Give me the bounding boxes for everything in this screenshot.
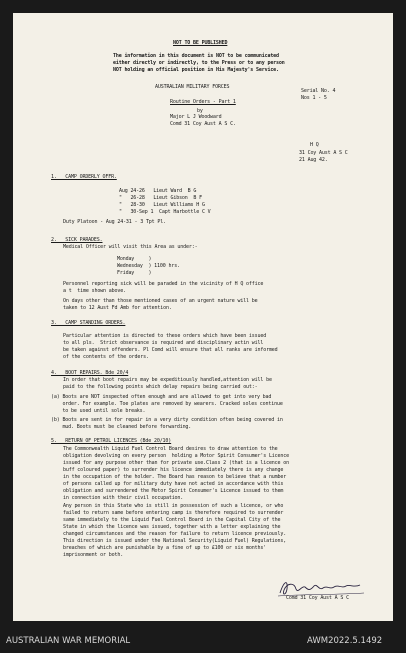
roster-row: " 28-30 Lieut Williams H G bbox=[119, 202, 205, 208]
orders-title: Routine Orders - Part 1 bbox=[170, 99, 236, 105]
section-2-line: On days other than those mentioned cases of an urgent nature will be bbox=[63, 298, 258, 304]
section-3-heading: 3. CAMP STANDING ORDERS. bbox=[51, 320, 126, 326]
section-4-line: (b) Boots are sent in for repair in a very dirty condition often being covered in bbox=[51, 417, 283, 423]
section-2-line: Wednesday ) 1100 hrs. bbox=[117, 263, 180, 269]
section-5-line: issued for any purpose other than for private use.Class 2 (that is a licence on bbox=[63, 460, 289, 466]
section-1-heading: 1. CAMP ORDERLY OFFR. bbox=[51, 174, 117, 180]
roster-row: Aug 24-26 Lieut Ward B G bbox=[119, 188, 197, 194]
section-2-heading: 2. SICK PARADES. bbox=[51, 237, 103, 243]
document-page bbox=[13, 13, 393, 621]
section-4-line: paid to the following points which delay repairs being carried out:- bbox=[63, 384, 258, 390]
warning-line-2: either directly or indirectly, to the Press or to any person bbox=[113, 60, 285, 66]
duty-platoon: Duty Platoon - Aug 24-31 - 3 Tpt Pl. bbox=[63, 219, 166, 225]
section-3-line: Particular attention is directed to these orders which have been issued bbox=[63, 333, 267, 339]
major-name: Major L J Woodward bbox=[170, 114, 222, 120]
section-5-line: The Commonwealth Liquid Fuel Control Board desires to draw attention to the bbox=[63, 446, 278, 452]
serial-number: Serial No. 4 bbox=[301, 88, 336, 94]
roster-row: " 26-28 Lieut Gibson B F bbox=[119, 195, 202, 201]
section-4-line: order. For example. Toe plates are removed by wearers. Cracked soles continue bbox=[51, 401, 283, 407]
section-5-line: obligation and surrendered the Motor Spirit Consumer's Licence issued to them bbox=[63, 488, 284, 494]
section-3-line: to all pls. Strict observance is required and disciplinary actin will bbox=[63, 340, 264, 346]
section-5-line: This direction is issued under the National Security(Liquid Fuel) Regulations, bbox=[63, 538, 287, 544]
section-2-line: Friday ) bbox=[117, 270, 152, 276]
section-5-heading: 5. RETURN OF PETROL LICENCES (Bde 20/10) bbox=[51, 438, 172, 444]
section-4-line: mud. Boots must be cleaned before forwarding. bbox=[51, 424, 192, 430]
footer-right: AWM2022.5.1492 bbox=[307, 636, 383, 646]
archive-footer bbox=[0, 628, 406, 653]
section-3-line: of the contents of the orders. bbox=[63, 354, 149, 360]
section-5-line: changed circumstances and the reason for failure to return licence previously. bbox=[63, 531, 287, 537]
section-5-line: Any person in this State who is still in possession of such a licence, or who bbox=[63, 503, 284, 509]
section-5-line: obligation devolving on every person holding a Motor Spirit Consumer's Licence bbox=[63, 453, 289, 459]
restricted-heading: NOT TO BE PUBLISHED bbox=[173, 40, 228, 46]
section-4-heading: 4. BOOT REPAIRS. Bde 20/4 bbox=[51, 370, 129, 376]
section-5-line: breaches of which are punishable by a fine of up to £100 or six months' bbox=[63, 545, 267, 551]
order-numbers: Nos 1 - 5 bbox=[301, 95, 327, 101]
section-5-line: imprisonment or both. bbox=[63, 552, 124, 558]
footer-left: AUSTRALIAN WAR MEMORIAL bbox=[6, 636, 131, 646]
section-5-line: same immediately to the Liquid Fuel Control Board in the Capital City of the bbox=[63, 517, 281, 523]
section-5-line: in connection with their civil occupation. bbox=[63, 495, 184, 501]
warning-line-1: The information in this document is NOT to be communicated bbox=[113, 53, 279, 59]
commander-line: Comd 31 Coy Aust A S C. bbox=[170, 121, 236, 127]
by-line: by bbox=[197, 108, 203, 114]
section-5-line: failed to return same before entering camp is therefore required to surrender bbox=[63, 510, 284, 516]
section-4-line: In order that boot repairs may be expeditiously handled,attention will be bbox=[63, 377, 272, 383]
section-4-line: to be used until sole breaks. bbox=[51, 408, 146, 414]
section-5-line: of persons called up for military duty have not acted in accordance with this bbox=[63, 481, 284, 487]
signoff-line: Comd 31 Coy Aust A S C bbox=[286, 595, 349, 601]
section-2-line: Monday ) bbox=[117, 256, 152, 262]
section-2-line: taken to 12 Aust Fd Amb for attention. bbox=[63, 305, 172, 311]
roster-row: " 30-Sep 1 Capt Harbottle C V bbox=[119, 209, 211, 215]
section-3-line: be taken against offenders. Pl Comd will ensure that all ranks are informed bbox=[63, 347, 278, 353]
warning-line-3: NOT holding an official position in His Majesty's Service. bbox=[113, 67, 279, 73]
section-5-line: in the occupation of the holder. The Board has reason to believe that a number bbox=[63, 474, 287, 480]
date-line: 21 Aug 42. bbox=[299, 157, 328, 163]
section-2-line: Medical Officer will visit this Area as under:- bbox=[63, 244, 198, 250]
section-5-line: State in which the licence was issued, together with a letter explaining the bbox=[63, 524, 281, 530]
hq-line: H Q bbox=[310, 142, 319, 148]
section-2-line: a t time shown above. bbox=[63, 288, 126, 294]
section-2-line: Personnel reporting sick will be paraded in the vicinity of H Q office bbox=[63, 281, 264, 287]
section-4-line: (a) Boots are NOT inspected often enough and are allowed to get into very bad bbox=[51, 394, 272, 400]
forces-heading: AUSTRALIAN MILITARY FORCES bbox=[155, 84, 230, 90]
unit-line: 31 Coy Aust A S C bbox=[299, 150, 348, 156]
section-5-line: buff coloured paper) to surrender his licence immediately there is any change bbox=[63, 467, 284, 473]
